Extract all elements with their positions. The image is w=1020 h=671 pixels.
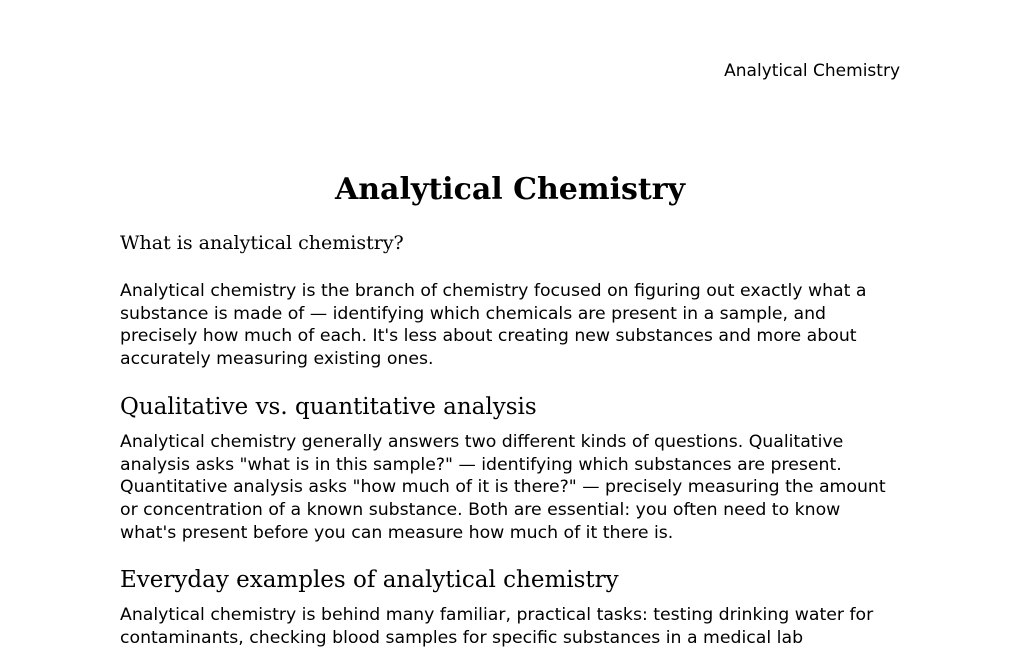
intro-paragraph: Analytical chemistry is the branch of chemistry focused on figuring out exactly what a substance is made of — identifying which chemicals are present in a sample, and precisely how much of each. It's less about creating new substances and more about accurately measuring existing ones. [120,281,867,370]
section-body-qualitative-quantitative: Analytical chemistry generally answers two different kinds of questions. Qualitative analysis asks "what is in this sample?" — identifying which substances are present. Quantitative analysis asks "how much of it is there?" — precisely measuring the amount or concentration of a known substance. Both are essential: you often need to know what's present before you can measure how much of it there is. [120,431,886,543]
section-heading-qualitative-quantitative: Qualitative vs. quantitative analysis [120,393,537,420]
document-subtitle: What is analytical chemistry? [120,232,404,254]
document-content [120,170,900,671]
section-body-everyday-examples: Analytical chemistry is behind many familiar, practical tasks: testing drinking water for contaminants, checking blood samples for specific substances in a medical lab [120,605,874,649]
document-title: Analytical Chemistry [334,172,686,207]
section-heading-everyday-examples: Everyday examples of analytical chemistry [120,567,619,594]
running-header: Analytical Chemistry [724,61,900,81]
